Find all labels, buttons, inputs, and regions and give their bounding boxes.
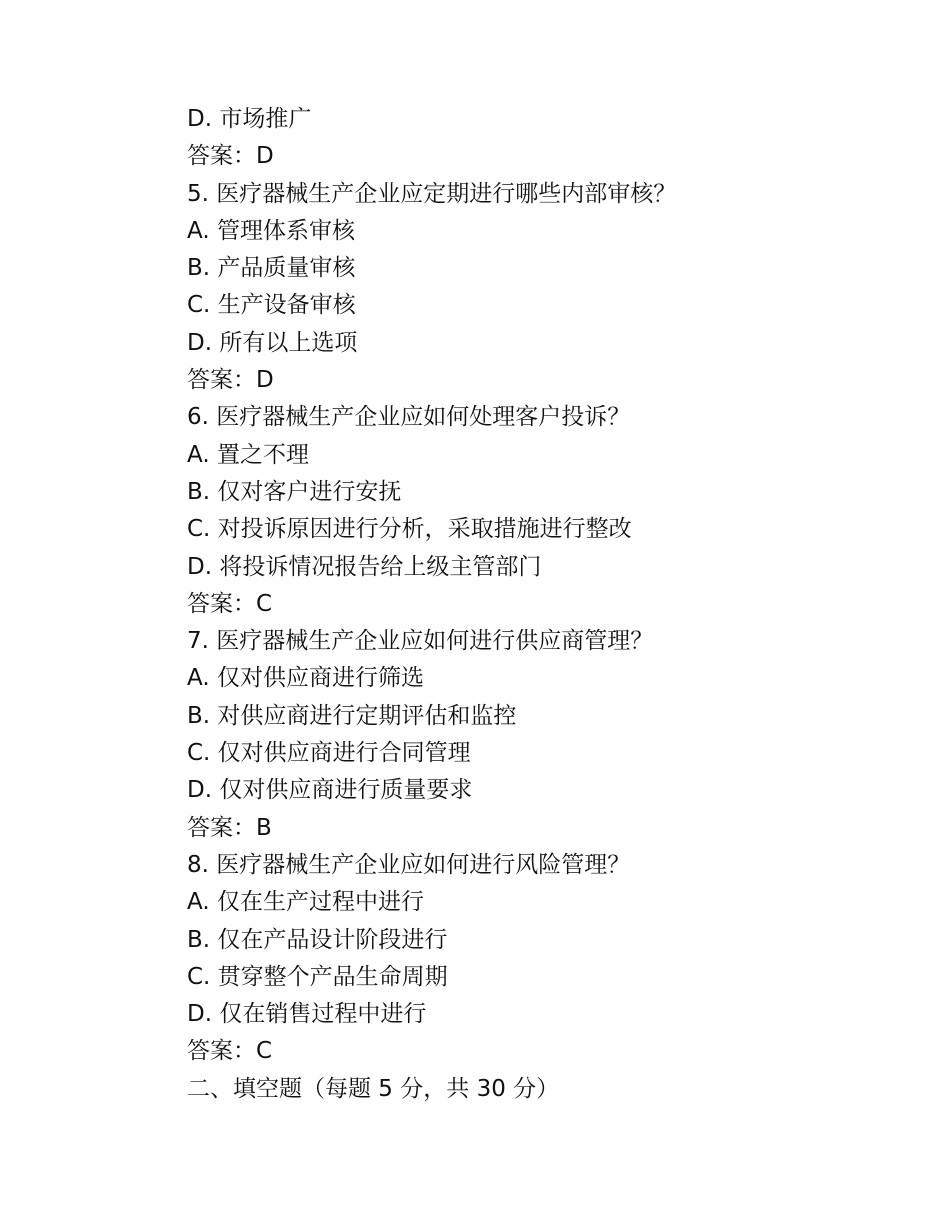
answer-line: 答案：C — [187, 590, 273, 617]
option-b-line: B. 对供应商进行定期评估和监控 — [187, 702, 517, 729]
question-6: 6. 医疗器械生产企业应如何处理客户投诉？ — [187, 404, 631, 431]
question-8: 8. 医疗器械生产企业应如何进行风险管理？ — [187, 851, 631, 878]
option-b-line: B. 产品质量审核 — [187, 255, 356, 282]
question-7: 7. 医疗器械生产企业应如何进行供应商管理？ — [187, 628, 654, 655]
option-d-line: D. 仅在销售过程中进行 — [187, 1001, 427, 1028]
option-a-line: A. 仅对供应商进行筛选 — [187, 665, 424, 692]
option-a-line: A. 管理体系审核 — [187, 217, 355, 244]
option-b-line: B. 仅对客户进行安抚 — [187, 478, 402, 505]
option-b-line: B. 仅在产品设计阶段进行 — [187, 926, 448, 953]
option-d-line: D. 市场推广 — [187, 106, 312, 132]
answer-line: 答案：C — [187, 1038, 273, 1065]
question-5: 5. 医疗器械生产企业应定期进行哪些内部审核？ — [187, 180, 677, 207]
section-heading: 二、填空题（每题 5 分，共 30 分） — [187, 1075, 560, 1102]
answer-line: 答案：D — [187, 143, 274, 170]
option-c-line: C. 仅对供应商进行合同管理 — [187, 740, 471, 767]
answer-line: 答案：B — [187, 814, 272, 841]
answer-line: 答案：D — [187, 367, 274, 394]
option-c-line: C. 对投诉原因进行分析，采取措施进行整改 — [187, 516, 632, 543]
option-c-line: C. 生产设备审核 — [187, 292, 356, 319]
option-c-line: C. 贯穿整个产品生命周期 — [187, 963, 448, 990]
option-a-line: A. 仅在生产过程中进行 — [187, 889, 424, 916]
option-d-line: D. 将投诉情况报告给上级主管部门 — [187, 553, 542, 580]
document-body — [187, 101, 887, 1108]
option-d-line: D. 仅对供应商进行质量要求 — [187, 777, 473, 804]
option-d-line: D. 所有以上选项 — [187, 329, 358, 356]
option-a-line: A. 置之不理 — [187, 441, 309, 468]
